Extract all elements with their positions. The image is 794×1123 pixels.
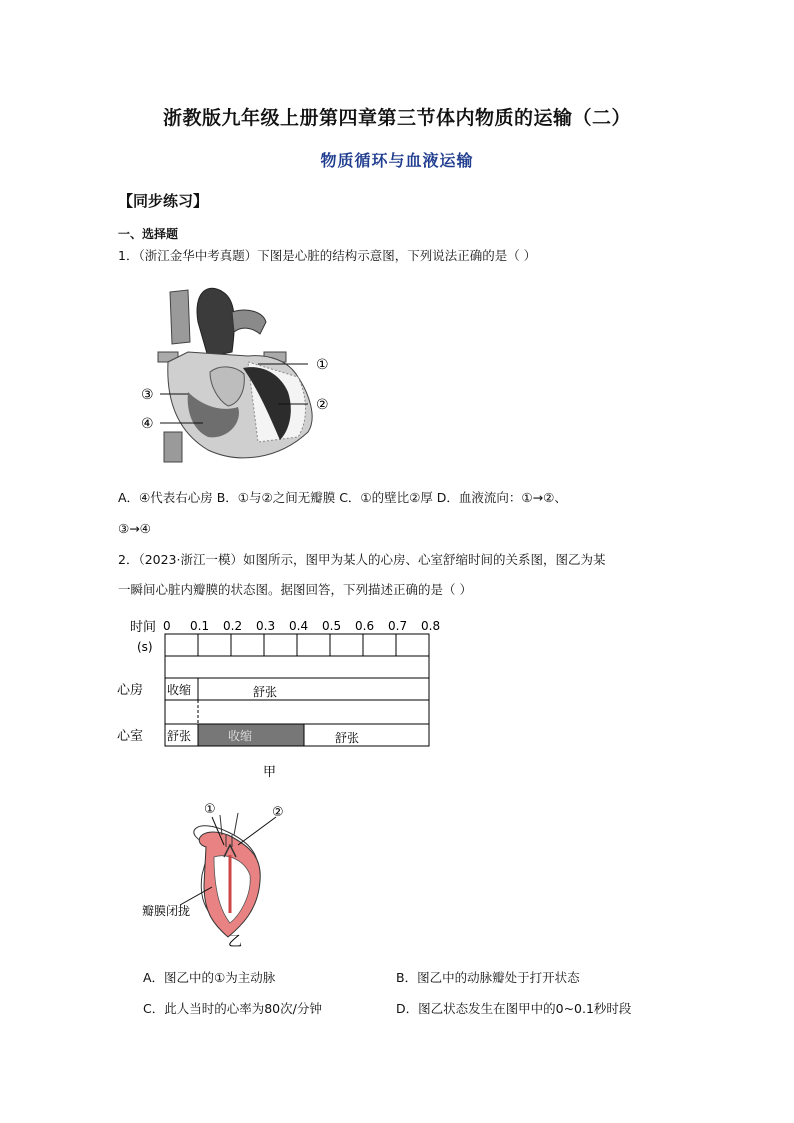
page-subtitle: 物质循环与血液运输 xyxy=(320,151,474,170)
heart-label-1: ① xyxy=(316,357,329,373)
aorta-shape xyxy=(197,288,234,357)
q2-stem-line1: 2．（2023·浙江一模）如图所示，图甲为某人的心房、心室舒缩时间的关系图，图乙为某 xyxy=(118,552,606,567)
inferior-vena-cava xyxy=(164,432,182,462)
figure-yi-valves xyxy=(140,795,300,950)
q2-stem-line2: 一瞬间心脏内瓣膜的状态图。据图回答，下列描述正确的是（ ） xyxy=(118,582,472,597)
chart-jia-caption: 甲 xyxy=(263,765,277,780)
tick-label: 0.2 xyxy=(223,619,243,633)
heart-structure-figure xyxy=(141,282,338,467)
tick-label: 0 xyxy=(163,619,171,633)
yi-label-1: ① xyxy=(204,802,216,817)
yi-label-2: ② xyxy=(272,805,284,820)
figure-yi-caption: 乙 xyxy=(228,934,242,950)
q2-option-b: B．图乙中的动脉瓣处于打开状态 xyxy=(396,970,580,985)
tick-label: 0.7 xyxy=(388,619,408,633)
time-ticks xyxy=(163,619,440,656)
row-atrium-label: 心房 xyxy=(117,683,144,698)
q1-options-line1: A．④代表右心房 B．①与②之间无瓣膜 C．①的壁比②厚 D．血液流向：①→②、 xyxy=(118,490,567,505)
section-heading: 【同步练习】 xyxy=(118,192,209,210)
heart-label-2: ② xyxy=(316,397,329,413)
ventricle-relax-label-1: 舒张 xyxy=(167,729,192,743)
tick-label: 0.4 xyxy=(289,619,309,633)
unit-label: (s) xyxy=(137,640,153,654)
tick-label: 0.8 xyxy=(421,619,441,633)
ventricle-contract-label: 收缩 xyxy=(228,729,253,743)
heart-label-4: ④ xyxy=(141,416,154,432)
question-type-heading: 一、选择题 xyxy=(118,227,179,241)
atrium-relax-label: 舒张 xyxy=(253,685,278,699)
heart-label-3: ③ xyxy=(141,387,154,403)
ventricle-relax-label-2: 舒张 xyxy=(335,731,360,745)
pulmonary-artery-shape xyxy=(232,310,266,334)
vena-cava-shape xyxy=(170,290,190,344)
tick-label: 0.6 xyxy=(355,619,375,633)
atrium-contract-label: 收缩 xyxy=(167,683,192,697)
q1-stem: 1．（浙江金华中考真题）下图是心脏的结构示意图，下列说法正确的是（ ） xyxy=(118,248,537,263)
q2-option-d: D．图乙状态发生在图甲中的0~0.1秒时段 xyxy=(396,1001,632,1016)
row-ventricle-label: 心室 xyxy=(117,729,144,744)
q2-option-a: A．图乙中的①为主动脉 xyxy=(143,970,276,985)
page-title: 浙教版九年级上册第四章第三节体内物质的运输（二） xyxy=(162,107,631,129)
tick-label: 0.5 xyxy=(322,619,342,633)
valve-closed-label: 瓣膜闭拢 xyxy=(142,904,191,918)
q2-option-c: C．此人当时的心率为80次/分钟 xyxy=(143,1001,322,1016)
tick-label: 0.1 xyxy=(190,619,210,633)
time-label: 时间 xyxy=(130,620,157,635)
chart-jia xyxy=(117,612,445,782)
q1-options-line2: ③→④ xyxy=(118,521,151,536)
tick-label: 0.3 xyxy=(256,619,276,633)
